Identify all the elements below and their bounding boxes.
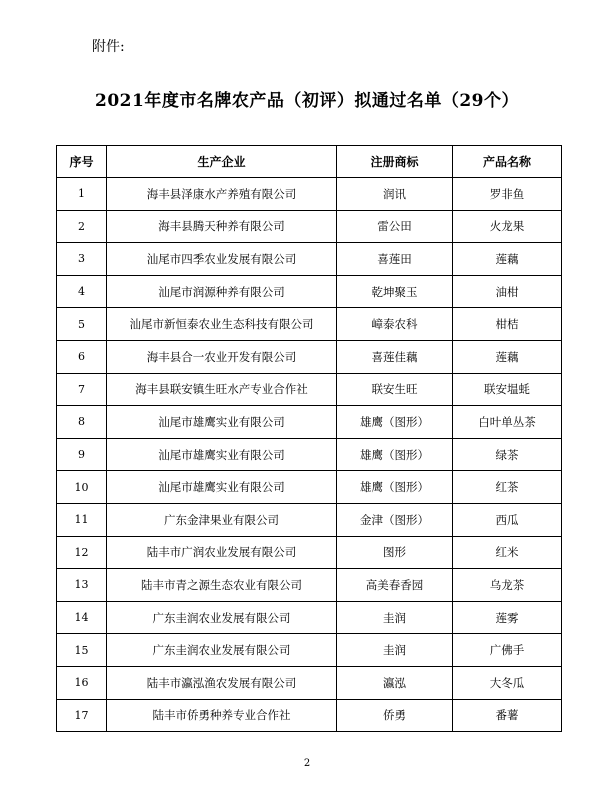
header-company: 生产企业 xyxy=(107,146,337,178)
table-row xyxy=(57,666,562,699)
cell-index: 12 xyxy=(57,536,107,569)
cell-product: 红茶 xyxy=(453,471,562,504)
table-row xyxy=(57,503,562,536)
cell-product: 柑桔 xyxy=(453,308,562,341)
table-row xyxy=(57,536,562,569)
document-title: 2021年度市名牌农产品（初评）拟通过名单（29个） xyxy=(95,91,519,111)
cell-company: 海丰县联安镇生旺水产专业合作社 xyxy=(107,373,337,406)
cell-product: 联安塭蚝 xyxy=(453,373,562,406)
cell-index: 8 xyxy=(57,406,107,439)
cell-index: 4 xyxy=(57,275,107,308)
cell-company: 海丰县腾天种养有限公司 xyxy=(107,210,337,243)
table-header-row xyxy=(57,146,562,178)
cell-product: 莲藕 xyxy=(453,243,562,276)
cell-product: 乌龙茶 xyxy=(453,569,562,602)
cell-product: 罗非鱼 xyxy=(453,178,562,211)
cell-company: 汕尾市雄鹰实业有限公司 xyxy=(107,406,337,439)
table-row xyxy=(57,699,562,732)
cell-trademark: 雄鹰（图形） xyxy=(337,438,453,471)
table-row xyxy=(57,373,562,406)
table-row xyxy=(57,438,562,471)
cell-company: 汕尾市四季农业发展有限公司 xyxy=(107,243,337,276)
table-row xyxy=(57,471,562,504)
cell-trademark: 金津（图形） xyxy=(337,503,453,536)
cell-product: 白叶单丛茶 xyxy=(453,406,562,439)
table-row xyxy=(57,275,562,308)
cell-trademark: 联安生旺 xyxy=(337,373,453,406)
table-row xyxy=(57,601,562,634)
cell-trademark: 圭润 xyxy=(337,634,453,667)
cell-trademark: 雷公田 xyxy=(337,210,453,243)
cell-company: 汕尾市雄鹰实业有限公司 xyxy=(107,438,337,471)
cell-company: 广东圭润农业发展有限公司 xyxy=(107,634,337,667)
cell-trademark: 嶂泰农科 xyxy=(337,308,453,341)
cell-index: 9 xyxy=(57,438,107,471)
cell-index: 7 xyxy=(57,373,107,406)
cell-company: 汕尾市润源种养有限公司 xyxy=(107,275,337,308)
cell-company: 海丰县泽康水产养殖有限公司 xyxy=(107,178,337,211)
cell-index: 3 xyxy=(57,243,107,276)
cell-trademark: 高美春香园 xyxy=(337,569,453,602)
cell-product: 莲藕 xyxy=(453,340,562,373)
cell-product: 西瓜 xyxy=(453,503,562,536)
table-row xyxy=(57,308,562,341)
cell-company: 汕尾市雄鹰实业有限公司 xyxy=(107,471,337,504)
cell-product: 广佛手 xyxy=(453,634,562,667)
cell-trademark: 雄鹰（图形） xyxy=(337,471,453,504)
table-row xyxy=(57,634,562,667)
header-product: 产品名称 xyxy=(453,146,562,178)
cell-company: 陆丰市青之源生态农业有限公司 xyxy=(107,569,337,602)
cell-product: 红米 xyxy=(453,536,562,569)
cell-index: 16 xyxy=(57,666,107,699)
page-number: 2 xyxy=(303,758,311,769)
table-row xyxy=(57,569,562,602)
cell-index: 14 xyxy=(57,601,107,634)
header-index: 序号 xyxy=(57,146,107,178)
cell-product: 莲雾 xyxy=(453,601,562,634)
cell-product: 番薯 xyxy=(453,699,562,732)
cell-trademark: 瀛泓 xyxy=(337,666,453,699)
cell-trademark: 润讯 xyxy=(337,178,453,211)
cell-product: 油柑 xyxy=(453,275,562,308)
cell-company: 陆丰市侨勇种养专业合作社 xyxy=(107,699,337,732)
cell-company: 汕尾市新恒泰农业生态科技有限公司 xyxy=(107,308,337,341)
cell-index: 13 xyxy=(57,569,107,602)
cell-index: 10 xyxy=(57,471,107,504)
cell-index: 15 xyxy=(57,634,107,667)
table-row xyxy=(57,178,562,211)
cell-company: 海丰县合一农业开发有限公司 xyxy=(107,340,337,373)
cell-company: 陆丰市瀛泓渔农发展有限公司 xyxy=(107,666,337,699)
cell-index: 11 xyxy=(57,503,107,536)
table-row xyxy=(57,340,562,373)
cell-index: 1 xyxy=(57,178,107,211)
cell-index: 6 xyxy=(57,340,107,373)
table-row xyxy=(57,243,562,276)
table-row xyxy=(57,406,562,439)
cell-trademark: 喜莲佳藕 xyxy=(337,340,453,373)
cell-product: 绿茶 xyxy=(453,438,562,471)
cell-trademark: 侨勇 xyxy=(337,699,453,732)
cell-company: 广东圭润农业发展有限公司 xyxy=(107,601,337,634)
cell-trademark: 乾坤聚玉 xyxy=(337,275,453,308)
cell-product: 大冬瓜 xyxy=(453,666,562,699)
cell-trademark: 喜莲田 xyxy=(337,243,453,276)
cell-index: 17 xyxy=(57,699,107,732)
cell-product: 火龙果 xyxy=(453,210,562,243)
cell-company: 广东金津果业有限公司 xyxy=(107,503,337,536)
cell-index: 2 xyxy=(57,210,107,243)
cell-trademark: 图形 xyxy=(337,536,453,569)
cell-index: 5 xyxy=(57,308,107,341)
cell-company: 陆丰市广润农业发展有限公司 xyxy=(107,536,337,569)
cell-trademark: 雄鹰（图形） xyxy=(337,406,453,439)
header-trademark: 注册商标 xyxy=(337,146,453,178)
product-list-table xyxy=(56,145,562,732)
cell-trademark: 圭润 xyxy=(337,601,453,634)
attachment-label: 附件: xyxy=(92,39,125,55)
table-row xyxy=(57,210,562,243)
